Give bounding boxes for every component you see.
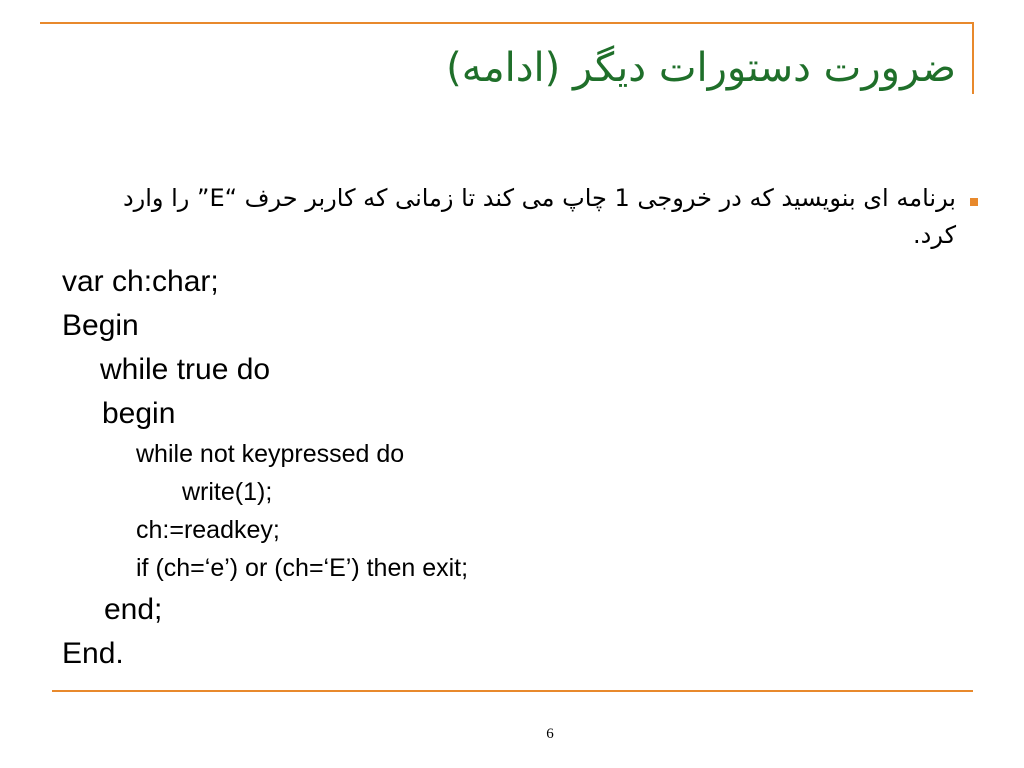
code-line-if-exit: if (ch=‘e’) or (ch=‘E’) then exit;: [136, 554, 469, 582]
bullet-text: برنامه ای بنویسید که در خروجی 1 چاپ می کند تا زمانی که کاربر حرف “E” را وارد کرد.: [122, 184, 956, 249]
bottom-rule: [52, 690, 973, 692]
bullet-item: [96, 180, 956, 254]
square-bullet-icon: [970, 198, 978, 206]
code-line-inner-begin: begin: [102, 397, 176, 430]
code-line-begin: Begin: [62, 309, 139, 342]
top-rule: [40, 22, 974, 24]
code-line-write: write(1);: [182, 478, 273, 506]
code-line-while-true: while true do: [100, 353, 271, 386]
code-line-while-not-keypressed: while not keypressed do: [136, 440, 405, 468]
code-line-inner-end: end;: [104, 593, 163, 626]
code-line-readkey: ch:=readkey;: [136, 516, 280, 544]
right-rule: [972, 22, 974, 94]
slide-title: ضرورت دستورات دیگر (ادامه): [446, 45, 956, 91]
code-line-var-declaration: var ch:char;: [62, 265, 219, 298]
code-line-end: End.: [62, 637, 124, 670]
page-number: 6: [546, 726, 554, 742]
